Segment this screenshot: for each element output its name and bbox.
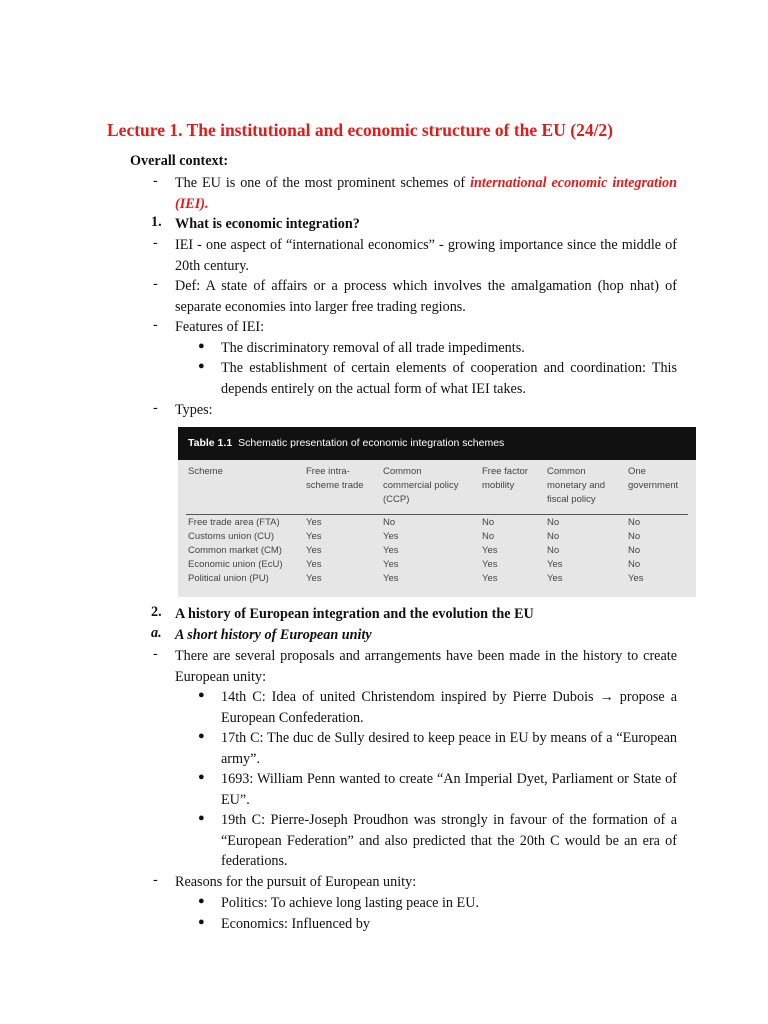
- list-item: There are several proposals and arrangements have been made in the history to create European unity:: [175, 648, 677, 685]
- lecture-title: Lecture 1. The institutional and economic structure of the EU (24/2): [107, 120, 614, 140]
- list-item: IEI - one aspect of “international economics” - growing importance since the middle of 20th century.: [175, 237, 677, 274]
- bullet-icon: ●: [198, 689, 205, 701]
- feature-item: The discriminatory removal of all trade impediments.: [221, 340, 525, 356]
- section-heading: A history of European integration and the evolution the EU: [175, 606, 534, 622]
- subsection-marker: a.: [151, 625, 162, 641]
- dash-marker: -: [153, 646, 158, 662]
- table-cell: No: [628, 517, 641, 528]
- table-caption: Schematic presentation of economic integration schemes: [238, 437, 505, 449]
- column-header: Common commercial policy (CCP): [383, 466, 459, 505]
- list-item: Reasons for the pursuit of European unity:: [175, 874, 417, 890]
- table-cell: No: [482, 517, 495, 528]
- table-cell: Customs union (CU): [188, 531, 275, 542]
- table-cell: Yes: [383, 559, 399, 570]
- table-cell: Yes: [628, 573, 644, 584]
- table-cell: Yes: [383, 531, 399, 542]
- table-cell: Economic union (EcU): [188, 559, 283, 570]
- table-cell: No: [628, 531, 641, 542]
- table-label: Table 1.1: [188, 437, 233, 449]
- proposal-item: 14th C: Idea of united Christendom inspired by Pierre Dubois → propose a European Confederation.: [221, 689, 677, 726]
- subsection-heading: A short history of European unity: [175, 627, 372, 643]
- table-cell: No: [383, 517, 396, 528]
- intro-text: The EU is one of the most prominent schemes of: [175, 175, 471, 191]
- table-cell: Yes: [547, 559, 563, 570]
- bullet-icon: ●: [198, 916, 205, 928]
- table-cell: Political union (PU): [188, 573, 269, 584]
- iei-emphasis: international economic integration (IEI).: [175, 175, 677, 212]
- proposal-item: 1693: William Penn wanted to create “An Imperial Dyet, Parliament or State of EU”.: [221, 771, 677, 808]
- table-cell: No: [628, 559, 641, 570]
- table-caption-bar: [178, 427, 696, 460]
- section-heading: What is economic integration?: [175, 216, 360, 232]
- dash-marker: -: [153, 235, 158, 251]
- dash-marker: -: [153, 400, 158, 416]
- bullet-icon: ●: [198, 340, 205, 352]
- table-cell: Yes: [306, 545, 322, 556]
- overall-context-heading: Overall context:: [130, 153, 229, 169]
- section-number: 2.: [151, 604, 162, 620]
- table-cell: Yes: [482, 559, 498, 570]
- table-cell: Common market (CM): [188, 545, 282, 556]
- proposal-item: 19th C: Pierre-Joseph Proudhon was strongly in favour of the formation of a “European Federation” and also predicted that the 20th C would be an era of federations.: [221, 812, 677, 869]
- header-divider: [186, 514, 688, 515]
- reason-item: Politics: To achieve long lasting peace in EU.: [221, 895, 479, 911]
- section-number: 1.: [151, 214, 162, 230]
- bullet-icon: ●: [198, 812, 205, 824]
- list-item: Features of IEI:: [175, 319, 265, 335]
- table-cell: Yes: [306, 517, 322, 528]
- table-cell: Yes: [383, 573, 399, 584]
- table-cell: Yes: [482, 545, 498, 556]
- column-header: Free factor mobility: [482, 466, 528, 491]
- table-cell: No: [547, 545, 560, 556]
- table-cell: Free trade area (FTA): [188, 517, 280, 528]
- table-cell: Yes: [547, 573, 563, 584]
- bullet-icon: ●: [198, 730, 205, 742]
- column-header: One government: [628, 466, 679, 491]
- table-cell: Yes: [482, 573, 498, 584]
- bullet-icon: ●: [198, 895, 205, 907]
- dash-marker: -: [153, 317, 158, 333]
- table-cell: No: [547, 517, 560, 528]
- table-cell: Yes: [306, 559, 322, 570]
- integration-schemes-table: [178, 427, 696, 597]
- table-cell: No: [547, 531, 560, 542]
- column-header: Free intra- scheme trade: [306, 466, 364, 491]
- types-label: Types:: [175, 402, 213, 418]
- table-cell: No: [628, 545, 641, 556]
- column-header: Common monetary and fiscal policy: [547, 466, 606, 505]
- proposal-item: 17th C: The duc de Sully desired to keep peace in EU by means of a “European army”.: [221, 730, 677, 767]
- column-header: Scheme: [188, 466, 223, 477]
- dash-marker: -: [153, 276, 158, 292]
- dash-marker: -: [153, 872, 158, 888]
- table-cell: Yes: [306, 531, 322, 542]
- dash-marker: -: [153, 173, 158, 189]
- intro-paragraph: [175, 173, 677, 214]
- table-cell: Yes: [383, 545, 399, 556]
- list-item: Def: A state of affairs or a process which involves the amalgamation (hop nhat) of separate economies into larger free trading regions.: [175, 278, 677, 315]
- reason-item: Economics: Influenced by: [221, 916, 370, 932]
- bullet-icon: ●: [198, 360, 205, 372]
- table-cell: Yes: [306, 573, 322, 584]
- bullet-icon: ●: [198, 771, 205, 783]
- feature-item: The establishment of certain elements of cooperation and coordination: This depends entirely on the actual form of what IEI takes.: [221, 360, 677, 397]
- table-cell: No: [482, 531, 495, 542]
